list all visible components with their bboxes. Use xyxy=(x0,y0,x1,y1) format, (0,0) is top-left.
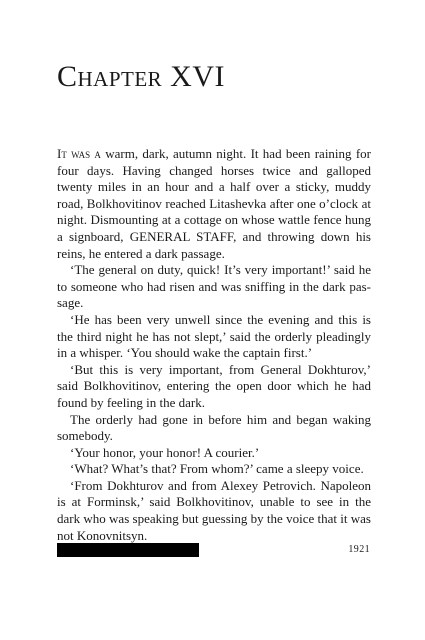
paragraph-1 xyxy=(57,146,371,262)
paragraph-3: ‘He has been very unwell since the evening and this is the third night he has not slept,’ said the orderly pleadingly in a whisper. ‘You should wake the captain first.’ xyxy=(57,311,371,361)
redaction-bar xyxy=(57,543,199,557)
chapter-body xyxy=(57,146,371,544)
chapter-title: Chapter XVI xyxy=(57,60,226,93)
paragraph-8: ‘From Dokhturov and from Alexey Petrovich. Napoleon is at Forminsk,’ said Bolkhovitinov, unable to see in the dark who was speaking but guessing by the voice that it was not Konovnitsyn. xyxy=(57,477,371,543)
paragraph-7: ‘What? What’s that? From whom?’ came a sleepy voice. xyxy=(70,461,364,477)
paragraph-6: ‘Your honor, your honor! A courier.’ xyxy=(70,444,260,460)
paragraph-2: ‘The general on duty, quick! It’s very important!’ said he to someone who had risen and was sniffing in the dark passage. xyxy=(57,262,371,311)
lead-in-words: It was a xyxy=(57,146,101,161)
paragraph-5: The orderly had gone in before him and began waking somebody. xyxy=(57,411,371,444)
paragraph-1-text: warm, dark, autumn night. It had been raining for four days. Having changed horses twice and galloped twenty miles in an hour and a half over a sticky, muddy road, Bolkhovitinov reached Litashevka after one o’clock at night. Dismounting at a cottage on whose wattle fence hung a signboard, GENERAL STAFF, and throwing down his reins, he entered a dark passage. xyxy=(57,146,371,261)
paragraph-4: ‘But this is very important, from General Dokhturov,’ said Bolkhovitinov, entering the open door which he had found by feeling in the dark. xyxy=(57,361,371,410)
page-number: 1921 xyxy=(348,544,370,555)
